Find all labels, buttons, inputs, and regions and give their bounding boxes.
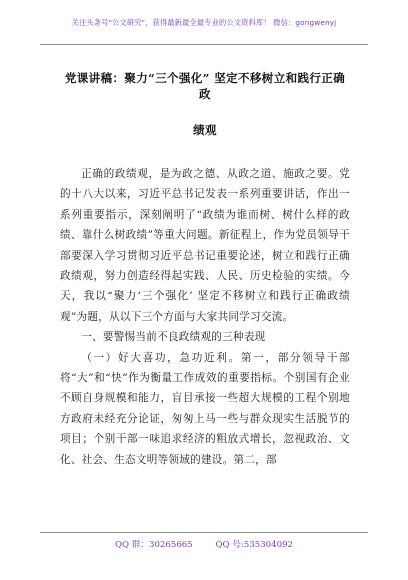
section-heading-1: 一、要警惕当前不良政绩观的三种表现	[81, 331, 266, 344]
document-title-line2: 绩观	[193, 123, 217, 137]
footer-qq-group: QQ 群：30265665	[114, 540, 193, 550]
header-note: 关注头条号"公文研究"，获得最新最全最专业的公文资料库！ 微信：gongwenyj	[71, 18, 337, 27]
footer-qq-number: QQ 号:535304092	[215, 540, 294, 550]
footer-divider	[40, 532, 368, 533]
document-title-line1: 党课讲稿：聚力“三个强化” 坚定不移树立和践行正确政	[64, 71, 346, 101]
header-divider	[40, 44, 368, 45]
body-paragraph-2: （一）好大喜功，急功近利。第一，部分领导干部将“大”和“快”作为衡量工作成效的重要指标。个别国有企业不顾自身规模和能力，盲目承接一些超大规模的工程个别地方政府未经充分论证，匆匆上马一些与群众现实生活脱节的项目；个别干部一味追求经济的粗放式增长，忽视政治、文化、社会、生态文明等领域的建设。第二，部	[60, 351, 350, 466]
footer-contact	[0, 538, 408, 550]
body-paragraph-1: 正确的政绩观，是为政之德、从政之道、施政之要。党的十八大以来，习近平总书记发表一系列重要讲话，作出一系列重要指示，深刻阐明了“政绩为谁而树、树什么样的政绩、靠什么树政绩”等重大问题。新征程上，作为党员领导干部要深入学习贯彻习近平总书记重要论述，树立和践行正确政绩观，努力创造经得起实践、人民、历史检验的实绩。今天，我以“聚力‘三个强化’ 坚定不移树立和践行正确政绩观”为题，从以下三个方面与大家共同学习交流。	[60, 168, 350, 323]
document-body	[60, 164, 350, 470]
